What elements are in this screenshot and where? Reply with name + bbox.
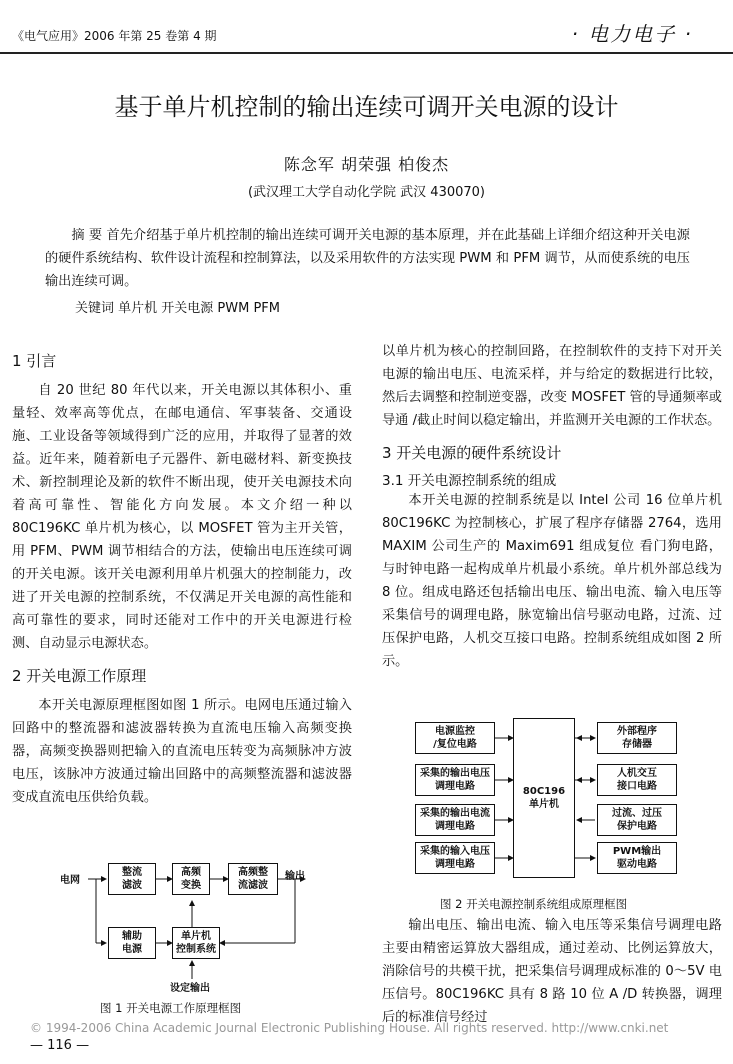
fig1-output-label: 输出 xyxy=(285,871,305,882)
fig2-hmi-interface: 人机交互 接口电路 xyxy=(597,764,677,796)
abstract-text: 摘 要 首先介绍基于单片机控制的输出连续可调开关电源的基本原理，并在此基础上详细介绍这种开关电源的硬件系统结构、软件设计流程和控制算法，以及采用软件的方法实现 PWM 和 PFM 调节，从而使系统的电压输出连续可调。 xyxy=(45,228,690,289)
fig2-protection-circuit: 过流、过压 保护电路 xyxy=(597,804,677,836)
abstract xyxy=(45,224,690,293)
authors: 陈念军 胡荣强 柏俊杰 xyxy=(283,155,450,174)
copyright-notice: © 1994-2006 China Academic Journal Electronic Publishing House. All rights reserved. http://www.cnki.net xyxy=(30,1021,669,1035)
section-3-1-text: 本开关电源的控制系统是以 Intel 公司 16 位单片机 80C196KC 为控制核心，扩展了程序存储器 2764，选用 MAXIM 公司生产的 Maxim691 组成复位 看门狗电路，与时钟电路一起构成单片机最小系统。单片机外部总线为 8 位。组成电路还包括输出电压、输出电流、输入电压等采集信号的调理电路，脉宽输出信号驱动电路，过流、过压保护电路，人机交互接口电路。控制系统组成如图 2 所示。 xyxy=(382,493,722,669)
fig2-output-current-conditioning: 采集的输出电流 调理电路 xyxy=(415,804,495,836)
fig1-input-label: 电网 xyxy=(60,875,80,886)
fig1-mcu-control: 单片机 控制系统 xyxy=(172,927,220,959)
section-1-text: 自 20 世纪 80 年代以来，开关电源以其体积小、重量轻、效率高等优点，在邮电通信、军事装备、交通设施、工业设备等领域得到广泛的应用，并取得了显著的效益。近年来，随着新电子元器件、新电磁材料、新变换技术、新控制理论及新的软件不断出现，使开关电源技术向着高可靠性、智能化方向发展。本文介绍一种以 80C196KC 单片机为核心，以 MOSFET 管为主开关管，用 PFM、PWM 调节相结合的方法，使输出电压连续可调的开关电源。该开关电源利用单片机强大的控制能力，改进了开关电源的控制系统，不仅满足开关电源的高性能和高可靠性的要求，同时还能对工作中的开关电源进行检测、自动显示电源状态。 xyxy=(12,383,352,651)
column-name: · 电力电子 · xyxy=(571,22,693,46)
fig2-output-voltage-conditioning: 采集的输出电压 调理电路 xyxy=(415,764,495,796)
page-number: — 116 — xyxy=(30,1038,90,1053)
fig2-pwm-driver: PWM输出 驱动电路 xyxy=(597,842,677,874)
fig1-hf-converter: 高频 变换 xyxy=(172,863,210,895)
left-column xyxy=(12,350,352,809)
right-column-continued xyxy=(382,914,722,1029)
control-loop-text: 以单片机为核心的控制回路，在控制软件的支持下对开关电源的输出电压、电流采样，并与给定的数据进行比较，然后去调整和控制逆变器，改变 MOSFET 管的导通频率或导通 /截止时间以稳定输出，并监测开关电源的工作状态。 xyxy=(382,344,722,428)
fig1-aux-power: 辅助 电源 xyxy=(108,927,156,959)
section-2-heading: 2 开关电源工作原理 xyxy=(12,667,147,685)
fig2-power-monitor-reset: 电源监控 /复位电路 xyxy=(415,722,495,754)
section-2-text: 本开关电源原理框图如图 1 所示。电网电压通过输入回路中的整流器和滤波器转换为直流电压输入高频变换器，高频变换器则把输入的直流电压转变为高频脉冲方波电压，该脉冲方波通过输出回路中的高频整流器和滤波器变成直流电压供给负载。 xyxy=(12,698,352,805)
fig1-hf-rectifier: 高频整 流滤波 xyxy=(228,863,278,895)
conditioning-text: 输出电压、输出电流、输入电压等采集信号调理电路主要由精密运算放大器组成，通过差动、比例运算放大，消除信号的共模干扰，把采集信号调理成标准的 0～5V 电压信号。80C196KC 具有 8 路 10 位 A /D 转换器，调理后的标准信号经过 xyxy=(382,918,722,1025)
figure-2-caption: 图 2 开关电源控制系统组成原理框图 xyxy=(440,897,628,911)
section-3-heading: 3 开关电源的硬件系统设计 xyxy=(382,444,562,462)
section-1-heading: 1 引言 xyxy=(12,352,57,370)
right-column xyxy=(382,340,722,673)
fig1-rectifier-filter: 整流 滤波 xyxy=(108,863,156,895)
keywords: 关键词 单片机 开关电源 PWM PFM xyxy=(75,301,280,316)
header-rule xyxy=(0,52,733,54)
journal-info: 《电气应用》2006 年第 25 卷第 4 期 xyxy=(12,29,217,43)
fig2-mcu-80c196: 80C196 单片机 xyxy=(513,718,575,878)
section-3-1-heading: 3.1 开关电源控制系统的组成 xyxy=(382,473,557,489)
figure-1-caption: 图 1 开关电源工作原理框图 xyxy=(100,1001,242,1015)
affiliation: (武汉理工大学自动化学院 武汉 430070) xyxy=(247,185,486,200)
figure-1 xyxy=(60,855,320,995)
fig2-external-program-memory: 外部程序 存储器 xyxy=(597,722,677,754)
paper-title: 基于单片机控制的输出连续可调开关电源的设计 xyxy=(114,93,619,121)
fig2-input-voltage-conditioning: 采集的输入电压 调理电路 xyxy=(415,842,495,874)
fig1-setpoint-label: 设定输出 xyxy=(170,983,210,994)
figure-2 xyxy=(415,718,715,886)
